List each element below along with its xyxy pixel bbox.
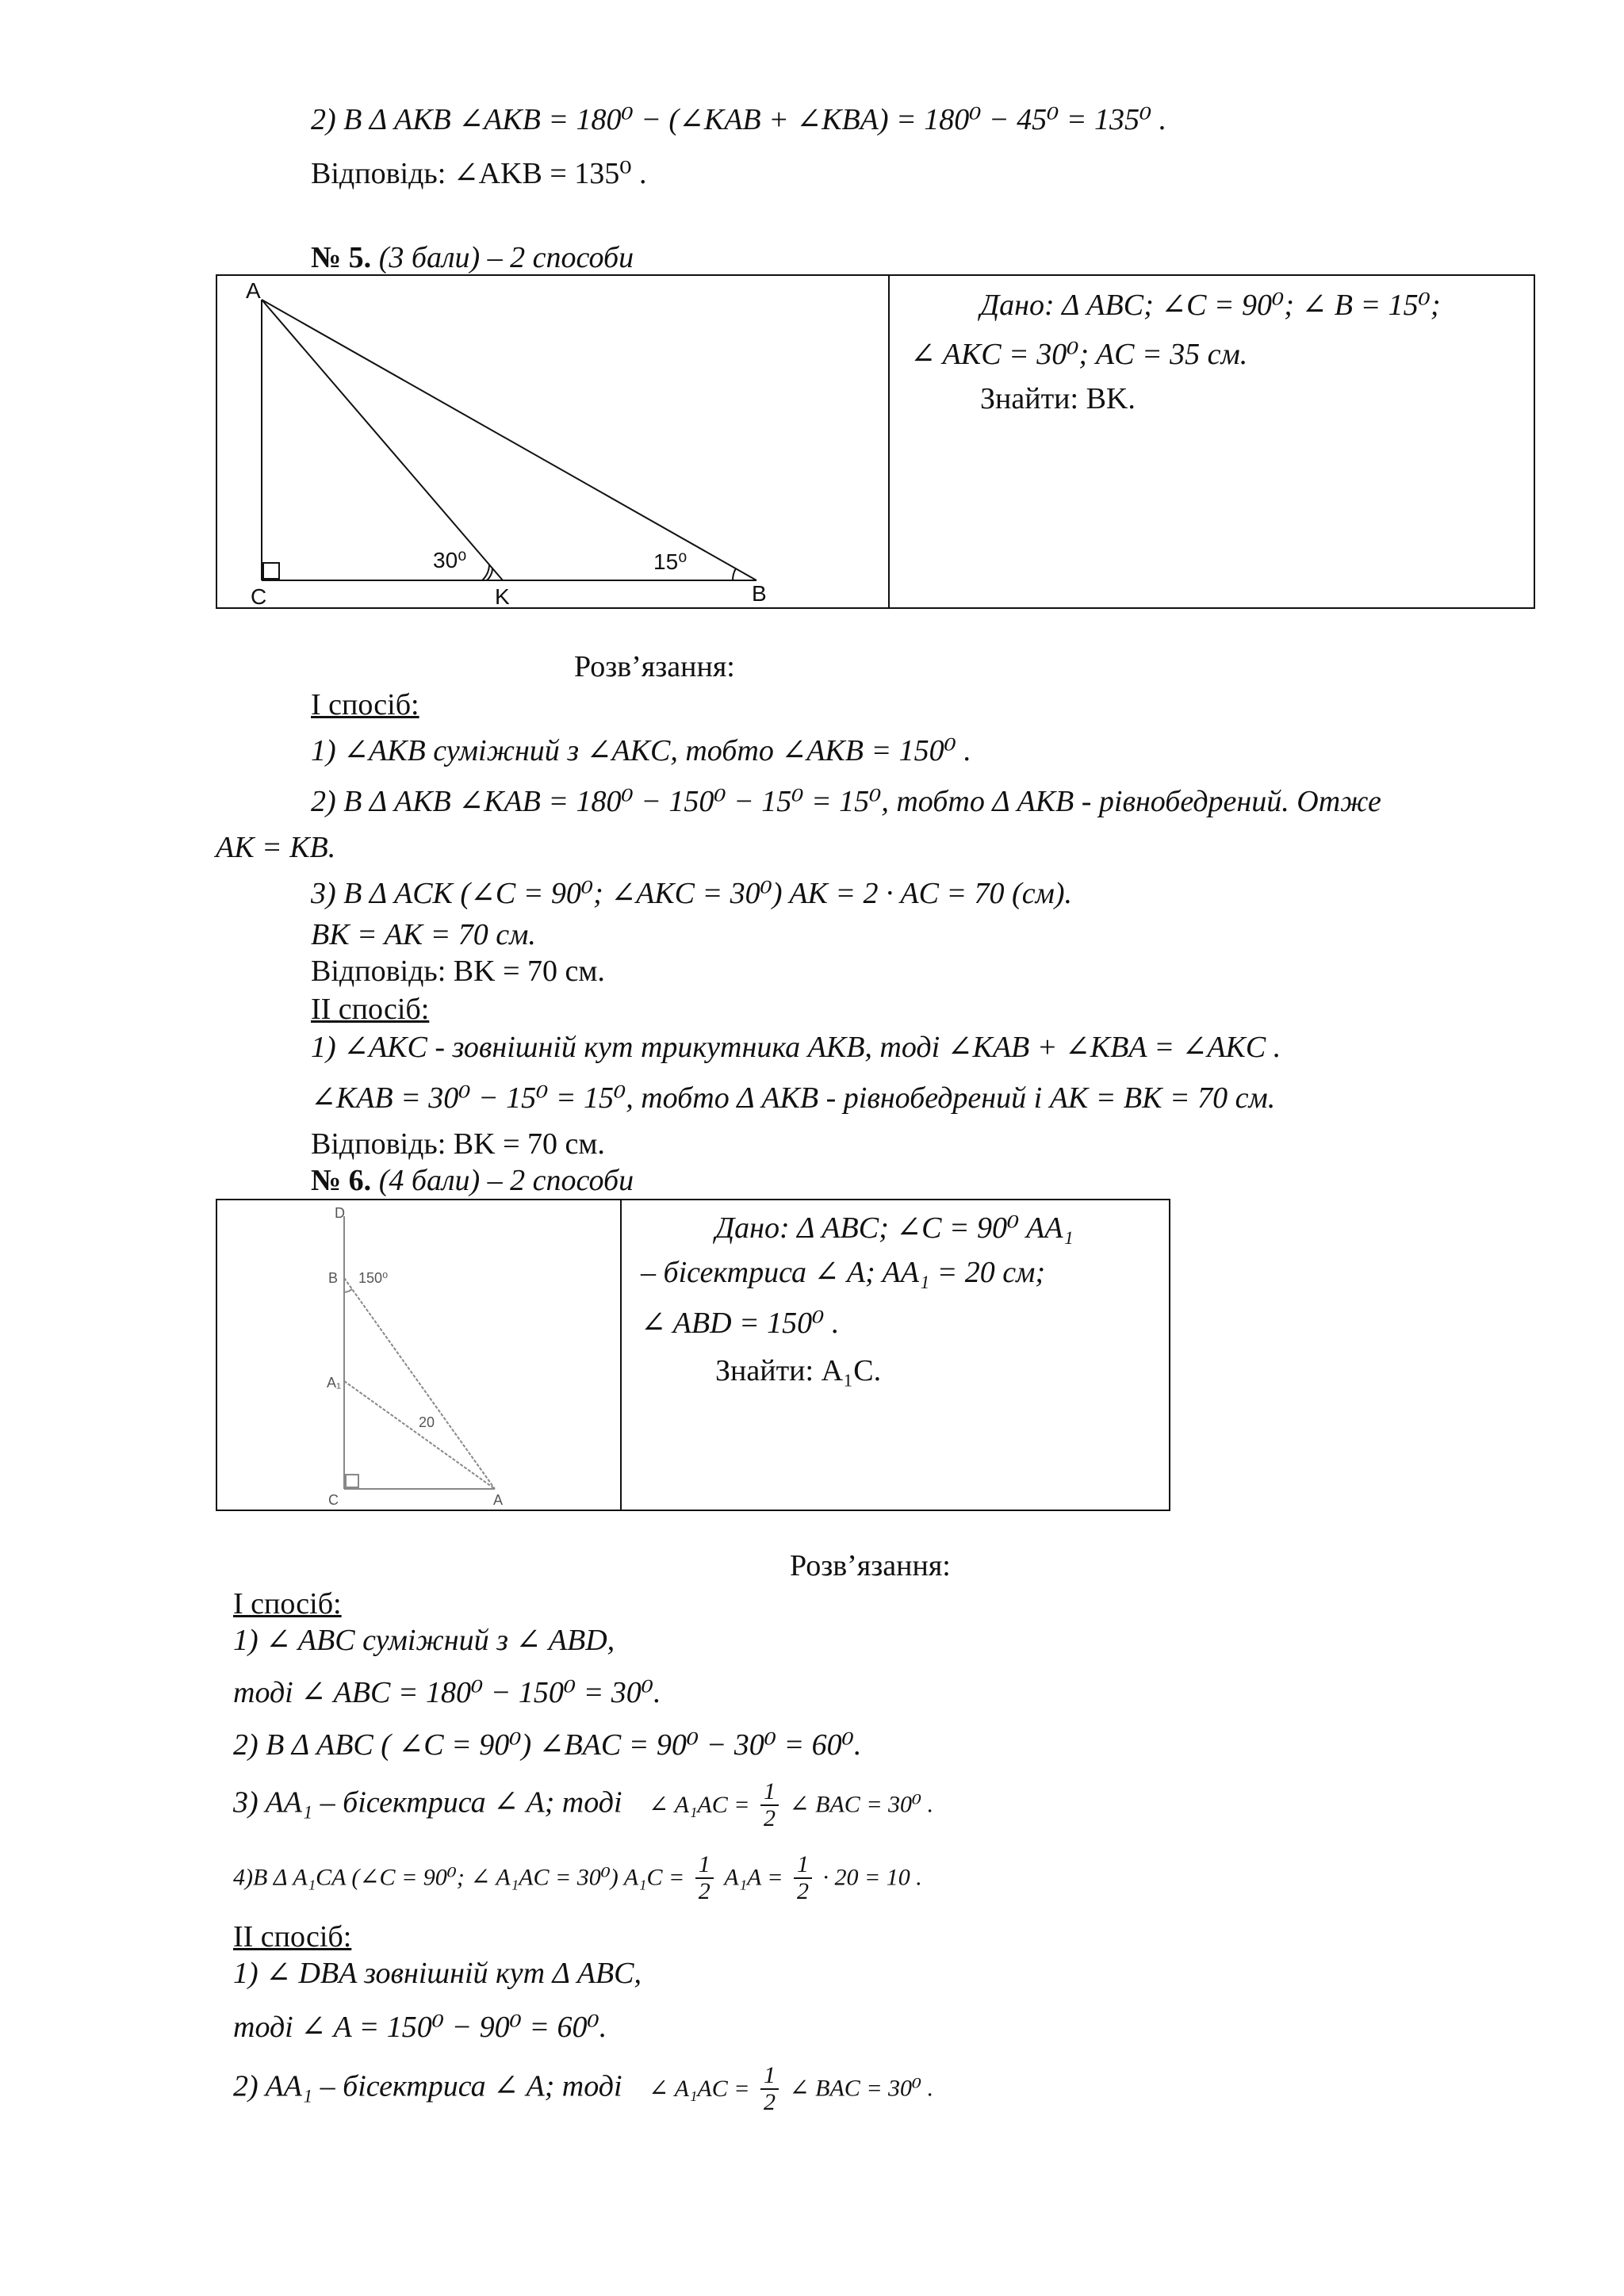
problem-6-number: № 6. bbox=[311, 1164, 372, 1197]
p5-method-1-title: І спосіб: bbox=[311, 688, 419, 721]
p5-m1-step-2b: AK = KB. bbox=[216, 831, 336, 864]
p5-m1-step-2: 2) В Δ AKB ∠KAB = 180⁰ − 150⁰ − 15⁰ = 15⁰, тобто Δ AKB - рівнобедрений. Отже bbox=[311, 785, 1381, 818]
label-a1: A₁ bbox=[327, 1375, 342, 1391]
fraction-half: $\frac{1}{2}$ bbox=[760, 2063, 779, 2115]
bisector-aa1 bbox=[344, 1381, 495, 1489]
p5-m2-answer: Відповідь: BK = 70 см. bbox=[311, 1127, 605, 1161]
fraction-half: $\frac{1}{2}$ bbox=[760, 1779, 779, 1831]
label-b6: B bbox=[328, 1270, 339, 1286]
p5-m1-step-1: 1) ∠AKB суміжний з ∠AKC, тобто ∠AKB = 150⁰ . bbox=[311, 734, 971, 767]
problem-5-points: (3 бали) – 2 способи bbox=[378, 241, 634, 274]
problem-6-points: (4 бали) – 2 способи bbox=[378, 1164, 634, 1197]
p6-m1-step-3-angle: ∠ A₁AC = bbox=[649, 1791, 750, 1818]
right-angle-mark bbox=[263, 563, 279, 579]
p6-m1-step-4-text: 4)В Δ A₁CA (∠C = 90⁰; ∠ A₁AC = 30⁰) A₁C = bbox=[233, 1864, 685, 1891]
problem-5-figure bbox=[217, 276, 888, 607]
p5-m1-step-4: BK = AK = 70 см. bbox=[311, 918, 536, 951]
label-a: A bbox=[246, 278, 261, 303]
problem-5-number: № 5. bbox=[311, 241, 372, 274]
fraction-half: $\frac{1}{2}$ bbox=[695, 1852, 714, 1904]
p6-given-1: Дано: Δ ABC; ∠C = 90⁰ AA₁ bbox=[715, 1211, 1074, 1245]
p6-given-3: ∠ ABD = 150⁰ . bbox=[641, 1307, 840, 1340]
p6-solution-title: Розв’язання: bbox=[790, 1549, 951, 1582]
p6-m1-step-4-mid: A₁A = bbox=[724, 1864, 783, 1891]
p6-m1-step-1: 1) ∠ ABC суміжний з ∠ ABD, bbox=[233, 1624, 615, 1657]
problem-6-divider bbox=[620, 1199, 622, 1511]
label-angle-150: 150⁰ bbox=[358, 1270, 389, 1286]
label-d: D bbox=[335, 1205, 345, 1221]
p6-m1-step-2: 2) В Δ ABC ( ∠C = 90⁰) ∠BAC = 90⁰ − 30⁰ = 60⁰. bbox=[233, 1728, 862, 1762]
p6-m2-step-1b: тоді ∠ A = 150⁰ − 90⁰ = 60⁰. bbox=[233, 2011, 607, 2044]
angle-arc-b bbox=[733, 568, 736, 580]
p6-m1-step-3 bbox=[233, 1779, 933, 1831]
label-length-20: 20 bbox=[419, 1414, 435, 1430]
p6-given-2: – бісектриса ∠ A; AA₁ = 20 см; bbox=[641, 1256, 1046, 1289]
p6-m2-step-2-angle: ∠ A₁AC = bbox=[649, 2075, 750, 2102]
label-k: K bbox=[495, 584, 510, 607]
label-c6: C bbox=[328, 1492, 339, 1508]
problem-5-divider bbox=[888, 274, 890, 609]
p6-m2-step-1: 1) ∠ DBA зовнішній кут Δ ABC, bbox=[233, 1957, 642, 1990]
problem-5-heading bbox=[311, 239, 634, 276]
p6-m1-step-4 bbox=[233, 1852, 922, 1904]
p5-find: Знайти: BK. bbox=[980, 382, 1136, 415]
p5-m2-step-2: ∠KAB = 30⁰ − 15⁰ = 15⁰, тобто Δ AKB - рівнобедрений і AK = BK = 70 см. bbox=[311, 1081, 1276, 1115]
p5-m1-answer: Відповідь: BK = 70 см. bbox=[311, 955, 605, 988]
p6-m1-step-3-result: ∠ BAC = 30⁰ . bbox=[789, 1791, 934, 1818]
p6-m2-step-2-text: 2) AA₁ – бісектриса ∠ A; тоді bbox=[233, 2069, 622, 2103]
p5-method-2-title: ІІ спосіб: bbox=[311, 993, 430, 1026]
p6-method-2-title: ІІ спосіб: bbox=[233, 1920, 352, 1954]
p5-solution-title: Розв’язання: bbox=[574, 650, 735, 683]
p6-m1-step-4-result: · 20 = 10 . bbox=[822, 1864, 922, 1891]
side-ba bbox=[344, 1278, 495, 1489]
answer-akb: Відповідь: ∠AKB = 135⁰ . bbox=[311, 157, 647, 190]
problem-6-heading bbox=[311, 1162, 634, 1199]
label-angle-b: 15⁰ bbox=[653, 549, 688, 574]
segment-ak bbox=[262, 300, 503, 580]
p5-given-1: Дано: Δ ABC; ∠C = 90⁰; ∠ B = 15⁰; bbox=[980, 289, 1441, 322]
p6-method-1-title: І спосіб: bbox=[233, 1587, 342, 1621]
side-ab bbox=[262, 300, 756, 580]
p5-given-2: ∠ AKC = 30⁰; AC = 35 см. bbox=[910, 338, 1248, 371]
p6-find: Знайти: A₁C. bbox=[715, 1354, 882, 1387]
p6-m2-step-2 bbox=[233, 2063, 933, 2115]
p6-m2-step-2-result: ∠ BAC = 30⁰ . bbox=[789, 2075, 934, 2102]
right-angle-mark-c bbox=[346, 1475, 358, 1487]
step-2-akb: 2) В Δ AKB ∠AKB = 180⁰ − (∠KAB + ∠KBA) = 180⁰ − 45⁰ = 135⁰ . bbox=[311, 103, 1167, 136]
label-c: C bbox=[251, 584, 267, 607]
label-angle-k: 30⁰ bbox=[433, 548, 467, 572]
angle-arc-b bbox=[344, 1289, 352, 1292]
label-a6: A bbox=[493, 1492, 504, 1508]
p5-m1-step-3: 3) В Δ ACK (∠C = 90⁰; ∠AKC = 30⁰) AK = 2 · AC = 70 (см). bbox=[311, 877, 1072, 910]
p5-m2-step-1: 1) ∠AKC - зовнішній кут трикутника AKB, тоді ∠KAB + ∠KBA = ∠AKC . bbox=[311, 1031, 1281, 1064]
p6-m1-step-1b: тоді ∠ ABC = 180⁰ − 150⁰ = 30⁰. bbox=[233, 1676, 661, 1709]
problem-6-figure bbox=[217, 1200, 620, 1510]
label-b: B bbox=[752, 581, 767, 606]
fraction-half: $\frac{1}{2}$ bbox=[794, 1852, 812, 1904]
p6-m1-step-3-text: 3) AA₁ – бісектриса ∠ A; тоді bbox=[233, 1785, 622, 1820]
